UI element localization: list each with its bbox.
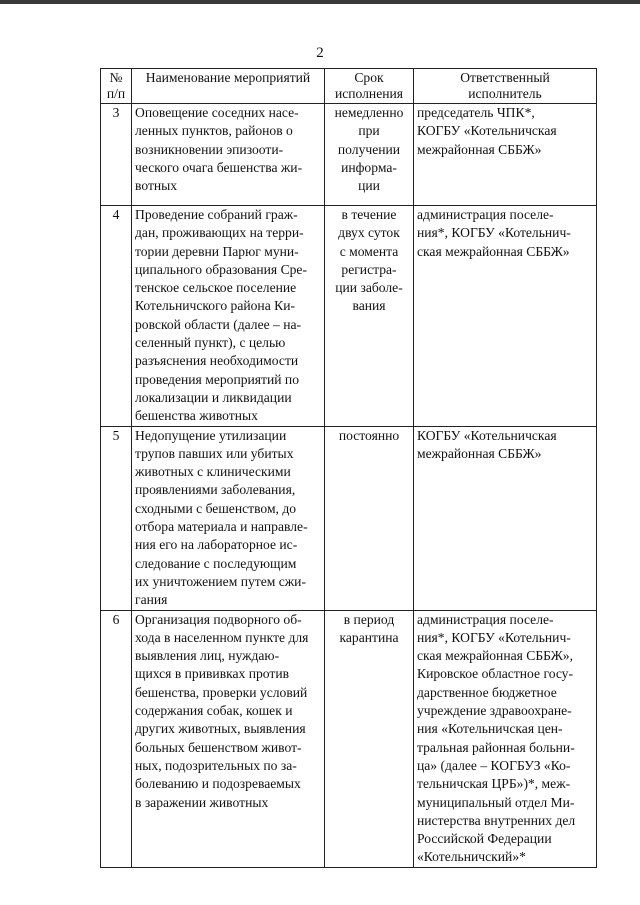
- row-responsible: администрация поселе- ния*, КОГБУ «Котельнич- ская межрайонная СББЖ», Кировское областное госу- дарственное бюджетное учреждение здравоохране- ния «Котельничская цен- тральная районная больни- ца» (далее – КОГБУЗ «Ко- тельничская ЦРБ»)*, меж- муниципальный отдел Ми- нистерства внутренних дел Российской Федерации «Котельничский»*: [414, 610, 597, 867]
- row-name: Организация подворного об- хода в населенном пункте для выявления лиц, нуждаю- щихся в прививках против бешенства, проверки условий содержания собак, кошек и других животных, выявления больных бешенством живот- ных, подозрительных по за- болеванию и подозреваемых в заражении животных: [132, 610, 325, 867]
- table-row: [101, 426, 597, 610]
- row-responsible: КОГБУ «Котельничская межрайонная СББЖ»: [414, 426, 597, 610]
- measures-table: [100, 68, 597, 868]
- header-name: Наименование мероприятий: [132, 69, 325, 104]
- row-name: Недопущение утилизации трупов павших или убитых животных с клиническими проявлениями заболевания, сходными с бешенством, до отбора материала и направле- ния его на лабораторное ис- следование с последующим их уничтожением путем сжи- гания: [132, 426, 325, 610]
- row-responsible: администрация поселе- ния*, КОГБУ «Котельнич- ская межрайонная СББЖ»: [414, 206, 597, 427]
- table-row: [101, 206, 597, 427]
- table-header-row: [101, 69, 597, 104]
- row-num: 3: [101, 104, 132, 206]
- row-responsible: председатель ЧПК*, КОГБУ «Котельничская межрайонная СББЖ»: [414, 104, 597, 206]
- row-deadline: постоянно: [325, 426, 414, 610]
- row-num: 4: [101, 206, 132, 427]
- row-deadline: в период карантина: [325, 610, 414, 867]
- row-num: 5: [101, 426, 132, 610]
- row-name: Проведение собраний граж- дан, проживающих на терри- тории деревни Парюг муни- ципального образования Сре- тенское сельское поселение Котельничского района Ки- ровской области (далее – на- селенный пункт), с целью разъяснения необходимости проведения мероприятий по локализации и ликвидации бешенства животных: [132, 206, 325, 427]
- table-row: [101, 610, 597, 867]
- header-deadline: Срок исполнения: [325, 69, 414, 104]
- scan-top-edge: [0, 0, 640, 4]
- header-num: № п/п: [101, 69, 132, 104]
- table-row: [101, 104, 597, 206]
- row-deadline: в течение двух суток с момента регистра- ции заболе- вания: [325, 206, 414, 427]
- row-name: Оповещение соседних насе- ленных пунктов, районов о возникновении эпизооти- ческого очага бешенства жи- вотных: [132, 104, 325, 206]
- page-number: 2: [316, 45, 324, 61]
- header-responsible: Ответственный исполнитель: [414, 69, 597, 104]
- row-num: 6: [101, 610, 132, 867]
- row-deadline: немедленно при получении информа- ции: [325, 104, 414, 206]
